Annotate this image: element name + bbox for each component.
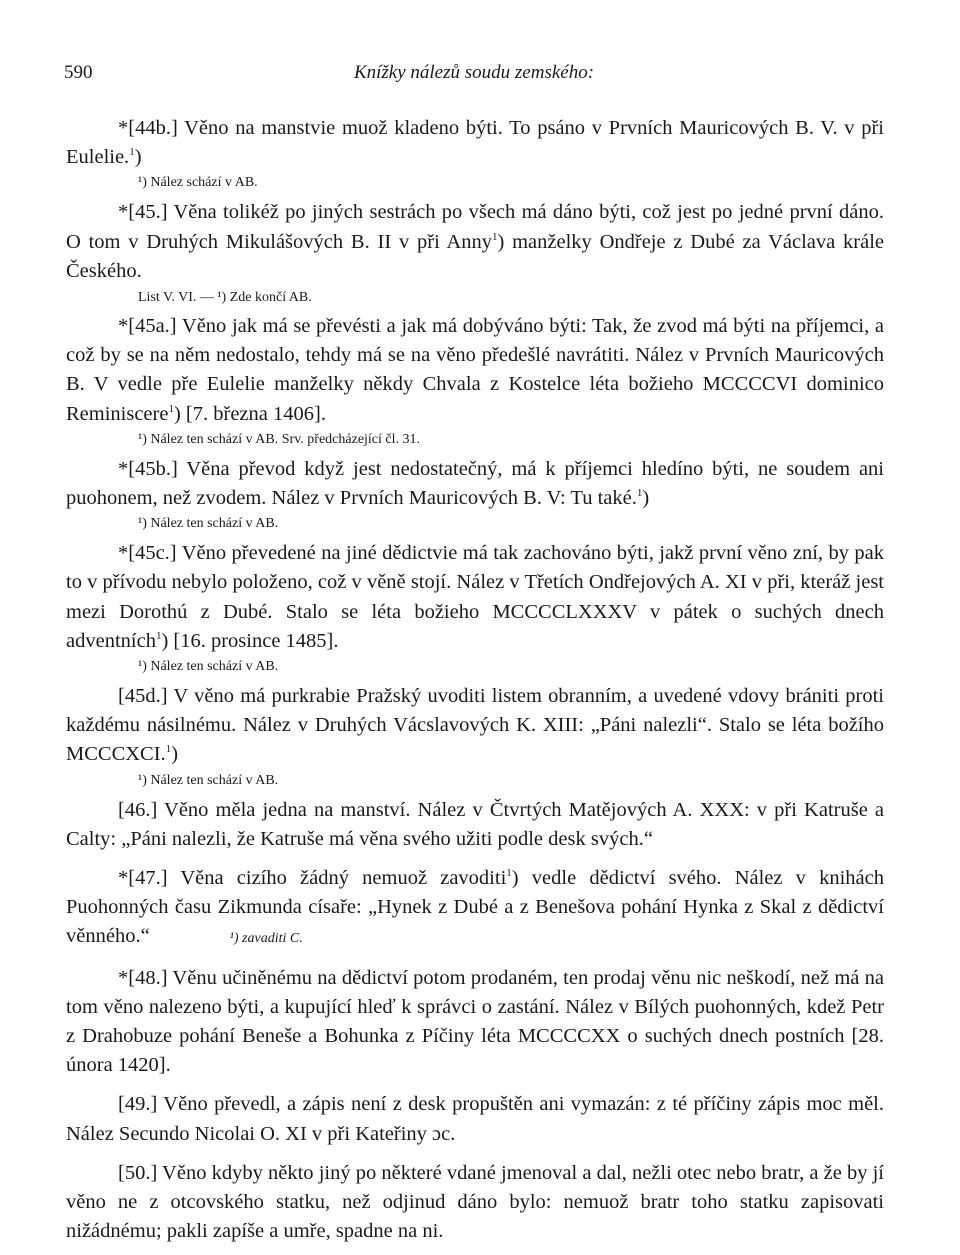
footnote: ¹) Nález ten schází v AB.	[138, 659, 279, 675]
footnote: ¹) Nález ten schází v AB. Srv. předcházející čl. 31.	[138, 431, 421, 447]
entry-49: [49.] Věno převedl, a zápis není z desk propuštěn ani vymazán: z té příčiny zápis moc měl. Nález Secundo Nicolai O. XI v při Kateřiny ɔc.	[66, 1093, 884, 1145]
page-body	[66, 114, 884, 1247]
entry-44b: *[44b.] Věno na manstvie muož kladeno býti. To psáno v Prvních Mauricových B. V. v při Eulelie.$^1$)	[66, 117, 884, 169]
entry-50: [50.] Věno kdyby někto jiný po některé vdané jmenoval a dal, nežli otec nebo bratr, a že by jí věno ne z otcovského statku, než odjinud dáno bylo: nemuož bratr toho statku zapisovati nižádnému; pakli zapíše a umře, spadne na ni.	[66, 1161, 884, 1243]
list-reference: List V. VI. — ¹) Zde končí AB.	[138, 290, 312, 306]
page-number: 590	[64, 62, 93, 83]
entry-45d: [45d.] V věno má purkrabie Pražský uvoditi listem obranním, a uvedené vdovy brániti proti každému násilnému. Nález v Druhých Vácslavových K. XIII: „Páni nalezli“. Stalo se léta božího MCCCXCI.$^1$)	[66, 685, 884, 766]
entry-47: *[47.] Věna cizího žádný nemuož zavoditi$^1$) vedle dědictví svého. Nález v knihách Puohonných času Zikmunda císaře: „Hynek z Dubé a z Benešova pohání Hynka z Skal z dědictví věnného.“ ¹) zavaditi C.	[66, 867, 885, 948]
footnote: ¹) Nález ten schází v AB.	[138, 772, 279, 788]
running-title: Knížky nálezů soudu zemského:	[353, 62, 595, 83]
footnote: ¹) Nález ten schází v AB.	[138, 516, 279, 532]
entry-45a: *[45a.] Věno jak má se převésti a jak má dobýváno býti: Tak, že zvod má býti na příjemci, a což by se na něm nedostalo, tehdy má se na věno předešlé navrátiti. Nález v Prvních Mauricových B. V vedle pře Eulelie manželky někdy Chvala z Kostelce léta božieho MCCCCVI dominico Reminiscere$^1$) [7. března 1406].	[66, 315, 884, 425]
entry-45c: *[45c.] Věno převedené na jiné dědictvie má tak zachováno býti, jakž první věno zní, by pak to v přívodu nebylo položeno, což v věně stojí. Nález v Třetích Ondřejových A. XI v při, kteráž jest mezi Dorothú z Dubé. Stalo se léta božieho MCCCCLXXXV v pátek o suchých dnech adventních$^1$) [16. prosince 1485].	[66, 542, 884, 652]
entry-48: *[48.] Věnu učiněnému na dědictví potom prodaném, ten prodaj věnu nic neškodí, než má na tom věno nalezeno býti, a kupující hleď k správci o zastání. Nález v Bílých puohonných, kdež Petr z Drahobuze pohání Beneše a Bohunka z Píčiny léta MCCCCXX o suchých dnech postních [28. února 1420].	[66, 966, 884, 1077]
inline-footnote: ¹) zavaditi C.	[229, 931, 303, 947]
entry-45: *[45.] Věna tolikéž po jiných sestrách po všech má dáno býti, což jest po jedné první dáno. O tom v Druhých Mikulášových B. II v při Anny$^1$) manželky Ondřeje z Dubé za Václava krále Českého.	[66, 201, 884, 282]
entry-45b: *[45b.] Věna převod když jest nedostatečný, má k příjemci hledíno býti, ne soudem ani puohonem, než zvodem. Nález v Prvních Mauricových B. V: Tu také.$^1$)	[66, 457, 884, 510]
entry-46: [46.] Věno měla jedna na manství. Nález v Čtvrtých Matějových A. XXX: v při Katruše a Calty: „Páni nalezli, že Katruše má věna svého užiti podle desk svých.“	[66, 798, 884, 850]
page-header	[64, 62, 884, 92]
footnote: ¹) Nález schází v AB.	[138, 175, 258, 191]
